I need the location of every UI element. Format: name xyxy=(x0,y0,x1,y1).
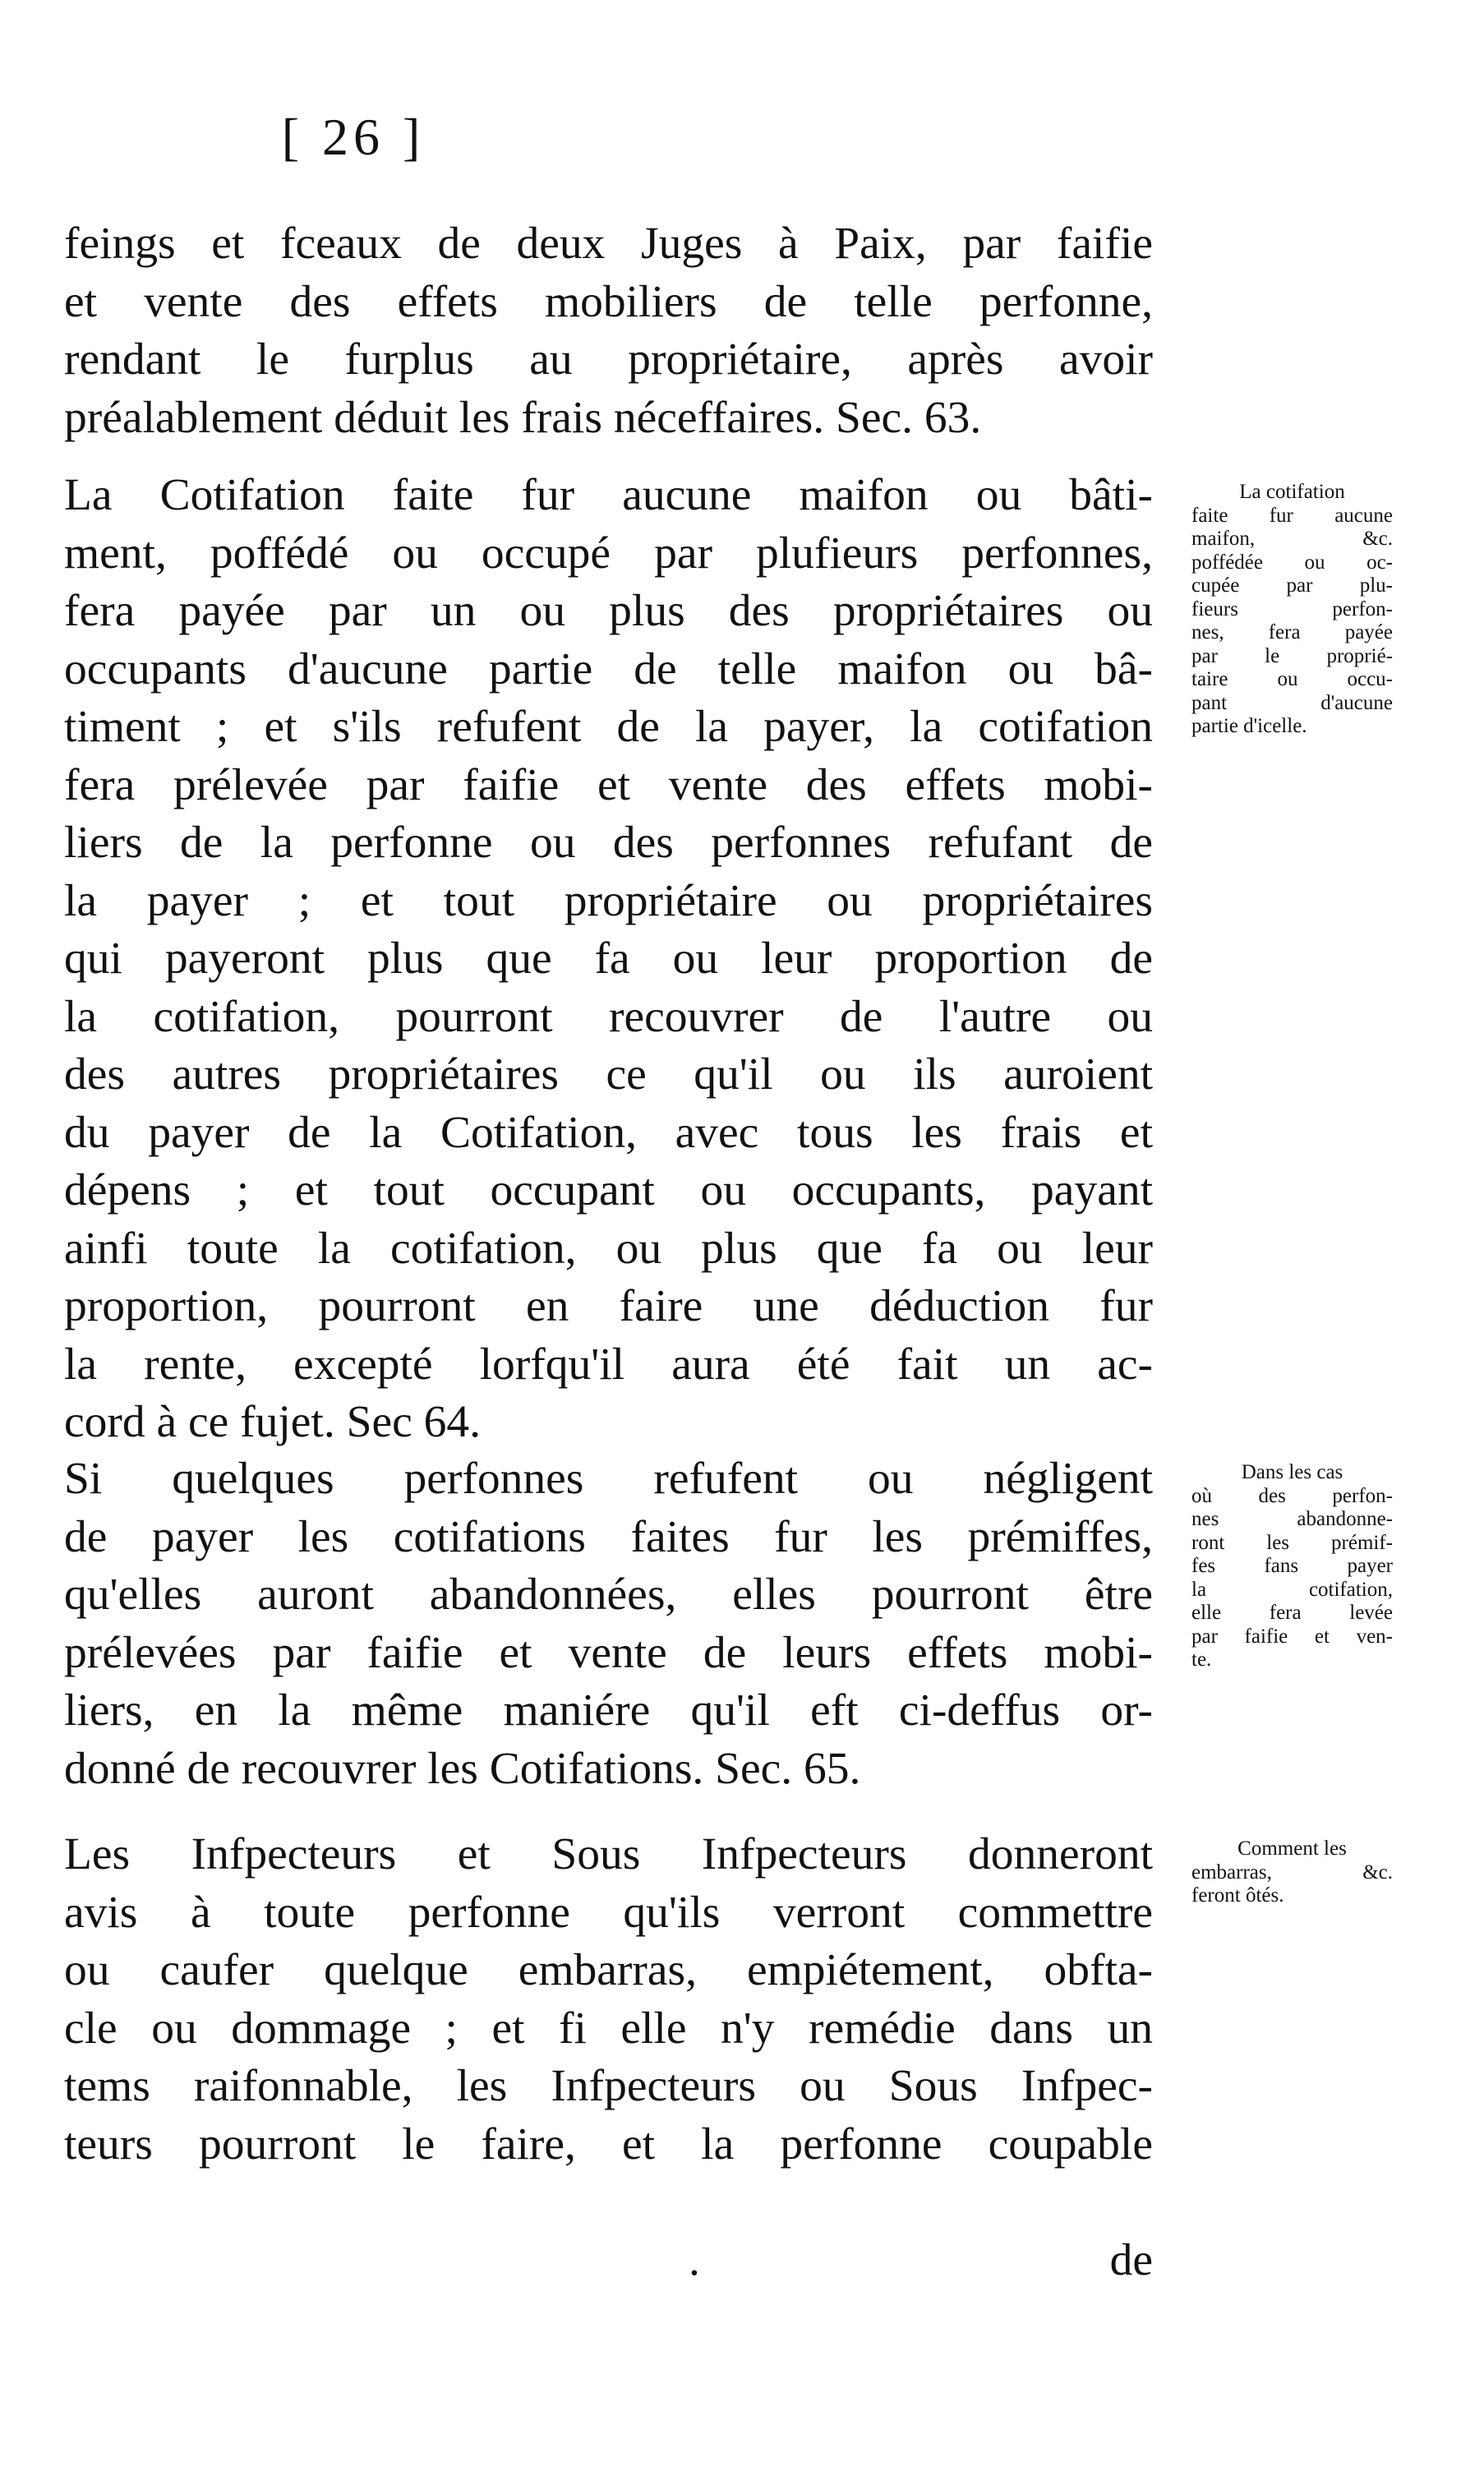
text-line: rendant le furplus au propriétaire, après avoir xyxy=(64,334,1153,385)
margin-note-line: Comment les xyxy=(1237,1837,1347,1860)
margin-note-line: elle fera levée xyxy=(1191,1602,1393,1624)
margin-note-line: pant d'aucune xyxy=(1191,691,1393,714)
catchword-dot: . xyxy=(689,2235,700,2285)
text-line: qu'elles auront abandonnées, elles pourront être xyxy=(64,1570,1153,1620)
text-line: de payer les cotifations faites fur les prémiffes, xyxy=(64,1511,1153,1562)
catchword-line xyxy=(64,2235,1153,2286)
margin-note-3 xyxy=(1191,1837,1393,1908)
text-line: cle ou dommage ; et fi elle n'y remédie dans un xyxy=(64,2003,1153,2054)
margin-note-line: par le proprié- xyxy=(1191,644,1393,667)
margin-note-line: Dans les cas xyxy=(1241,1461,1343,1483)
text-line: la rente, excepté lorfqu'il aura été fait un ac- xyxy=(64,1339,1153,1390)
text-line: tems raifonnable, les Infpecteurs ou Sous Infpec- xyxy=(64,2061,1153,2111)
text-line: la payer ; et tout propriétaire ou propriétaires xyxy=(64,875,1153,926)
text-line: cord à ce fujet. Sec 64. xyxy=(64,1397,481,1447)
text-line: proportion, pourront en faire une déduction fur xyxy=(64,1281,1153,1331)
text-line: fera prélevée par faifie et vente des effets mobi- xyxy=(64,759,1153,810)
text-line: liers de la perfonne ou des perfonnes refufant de xyxy=(64,818,1153,868)
text-line: Si quelques perfonnes refufent ou négligent xyxy=(64,1454,1153,1504)
margin-note-line: partie d'icelle. xyxy=(1191,715,1307,737)
text-line: et vente des effets mobiliers de telle perfonne, xyxy=(64,276,1153,327)
text-line: des autres propriétaires ce qu'il ou ils auroient xyxy=(64,1049,1153,1100)
text-line: La Cotifation faite fur aucune maifon ou bâti- xyxy=(64,470,1153,520)
margin-note-line: La cotifation xyxy=(1239,481,1345,503)
text-line: ainfi toute la cotifation, ou plus que fa ou leur xyxy=(64,1223,1153,1274)
text-line: fera payée par un ou plus des propriétaires ou xyxy=(64,586,1153,636)
paragraph-4 xyxy=(64,1826,1153,2174)
margin-note-line: fieurs perfon- xyxy=(1191,597,1393,620)
text-line: du payer de la Cotifation, avec tous les frais et xyxy=(64,1107,1153,1158)
margin-note-line: faite fur aucune xyxy=(1191,504,1393,527)
margin-note-line: embarras, &c. xyxy=(1191,1860,1393,1884)
margin-note-line: cupée par plu- xyxy=(1191,574,1393,597)
margin-note-line: maifon, &c. xyxy=(1191,528,1393,550)
catchword: de xyxy=(1109,2235,1153,2285)
paragraph-1 xyxy=(64,215,1153,447)
text-line: teurs pourront le faire, et la perfonne coupable xyxy=(64,2119,1153,2169)
margin-note-line: fes fans payer xyxy=(1191,1555,1393,1577)
text-line: dépens ; et tout occupant ou occupants, payant xyxy=(64,1165,1153,1215)
margin-note-line: poffédée ou oc- xyxy=(1191,551,1393,574)
margin-note-2 xyxy=(1191,1461,1393,1672)
text-line: timent ; et s'ils refufent de la payer, la cotifation xyxy=(64,702,1153,752)
text-line: prélevées par faifie et vente de leurs effets mobi- xyxy=(64,1627,1153,1678)
paragraph-2 xyxy=(64,467,1153,1452)
margin-note-line: taire ou occu- xyxy=(1191,668,1393,690)
text-line: occupants d'aucune partie de telle maifon ou bâ- xyxy=(64,643,1153,694)
text-line: donné de recouvrer les Cotifations. Sec. 65. xyxy=(64,1743,861,1794)
text-line: ou caufer quelque embarras, empiétement, obfta- xyxy=(64,1945,1153,1995)
text-line: la cotifation, pourront recouvrer de l'autre ou xyxy=(64,991,1153,1042)
text-line: qui payeront plus que fa ou leur proportion de xyxy=(64,934,1153,984)
page-number: [ 26 ] xyxy=(281,108,426,166)
margin-note-line: où des perfon- xyxy=(1191,1484,1393,1507)
margin-note-line: la cotifation, xyxy=(1191,1578,1393,1601)
margin-note-line: par faifie et ven- xyxy=(1191,1625,1393,1648)
text-line: avis à toute perfonne qu'ils verront commettre xyxy=(64,1887,1153,1938)
margin-note-line: ront les prémif- xyxy=(1191,1531,1393,1554)
text-line: feings et fceaux de deux Juges à Paix, par faifie xyxy=(64,219,1153,269)
margin-note-1 xyxy=(1191,481,1393,739)
paragraph-3 xyxy=(64,1450,1153,1798)
margin-note-line: feront ôtés. xyxy=(1191,1884,1284,1907)
text-line: ment, poffédé ou occupé par plufieurs perfonnes, xyxy=(64,528,1153,579)
margin-note-line: nes, fera payée xyxy=(1191,621,1393,643)
text-line: liers, en la même maniére qu'il eft ci-deffus or- xyxy=(64,1685,1153,1736)
text-line: Les Infpecteurs et Sous Infpecteurs donneront xyxy=(64,1829,1153,1879)
text-line: préalablement déduit les frais néceffaires. Sec. 63. xyxy=(64,392,982,443)
margin-note-line: nes abandonne- xyxy=(1191,1508,1393,1530)
margin-note-line: te. xyxy=(1191,1648,1212,1671)
